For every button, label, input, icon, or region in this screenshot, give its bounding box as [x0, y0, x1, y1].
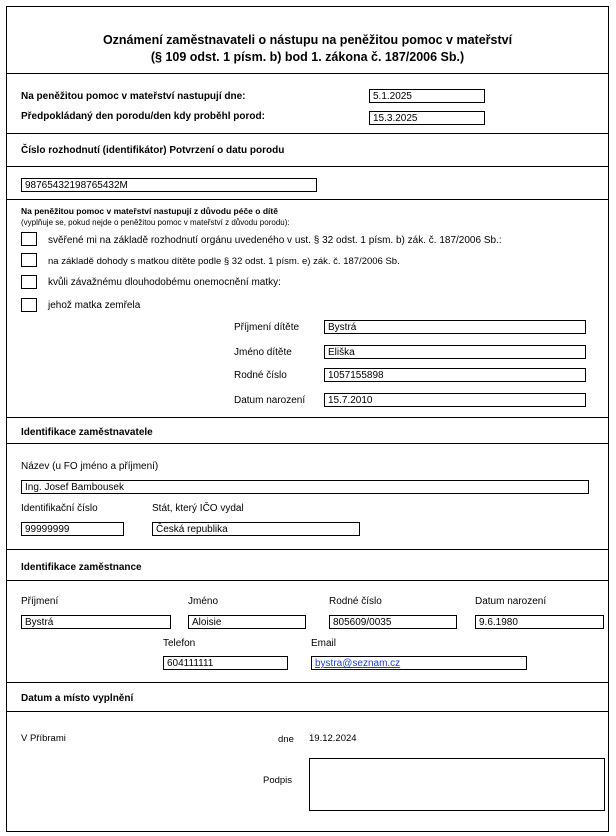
employee-birthno-label: Rodné číslo: [329, 596, 382, 607]
option-checkbox[interactable]: [21, 298, 37, 312]
place-text: V Příbrami: [21, 733, 66, 744]
employer-id-field[interactable]: 99999999: [21, 522, 124, 536]
option-label: jehož matka zemřela: [48, 300, 141, 311]
divider: [7, 580, 608, 581]
option-checkbox[interactable]: [21, 232, 37, 246]
employee-name-field[interactable]: Aloisie: [188, 615, 306, 629]
child-birthno-label: Rodné číslo: [234, 370, 287, 381]
child-surname-field[interactable]: Bystrá: [324, 320, 586, 334]
employer-name-field[interactable]: Ing. Josef Bambousek: [21, 480, 589, 494]
employee-email-field[interactable]: [311, 656, 527, 670]
divider: [7, 549, 608, 550]
divider: [7, 199, 608, 200]
option-label: kvůli závažnému dlouhodobému onemocnění matky:: [48, 277, 281, 288]
child-birthno-field[interactable]: 1057155898: [324, 368, 586, 382]
employee-phone-label: Telefon: [163, 638, 196, 649]
employee-surname-field[interactable]: Bystrá: [21, 615, 171, 629]
option-label: svěřené mi na základě rozhodnutí orgánu uvedeného v ust. § 32 odst. 1 písm. b) zák. č. 187/2006 Sb.:: [48, 235, 502, 246]
option-label: na základě dohody s matkou dítěte podle § 32 odst. 1 písm. e) zák. č. 187/2006 Sb.: [48, 256, 400, 267]
employer-state-label: Stát, který IČO vydal: [152, 503, 244, 514]
form-title-line1: Oznámení zaměstnavateli o nástupu na peněžitou pomoc v mateřství: [102, 33, 513, 47]
care-note: (vyplňuje se, pokud nejde o peněžitou pomoc v mateřství z důvodu porodu):: [21, 218, 290, 227]
divider: [7, 443, 608, 444]
start-date-field[interactable]: 5.1.2025: [369, 89, 485, 103]
divider: [7, 166, 608, 167]
confirmation-label: Číslo rozhodnutí (identifikátor) Potvrzení o datu porodu: [21, 145, 285, 156]
child-name-field[interactable]: Eliška: [324, 345, 586, 359]
date-label: dne: [278, 734, 294, 745]
divider: [7, 711, 608, 712]
footer-heading: Datum a místo vyplnění: [21, 693, 134, 704]
date-value: 19.12.2024: [309, 733, 357, 744]
employee-dob-field[interactable]: 9.6.1980: [475, 615, 604, 629]
employee-surname-label: Příjmení: [21, 596, 59, 607]
divider: [7, 73, 608, 74]
employee-dob-label: Datum narození: [475, 596, 547, 607]
option-checkbox[interactable]: [21, 275, 37, 289]
start-date-label: Na peněžitou pomoc v mateřství nastupují dne:: [21, 91, 246, 102]
employer-heading: Identifikace zaměstnavatele: [21, 427, 153, 438]
signature-box[interactable]: [309, 758, 605, 811]
employer-name-label: Název (u FO jméno a příjmení): [21, 461, 159, 472]
employee-phone-field[interactable]: 604111111: [163, 656, 288, 670]
form-title-line2: (§ 109 odst. 1 písm. b) bod 1. zákona č. 187/2006 Sb.): [150, 50, 465, 64]
employee-birthno-field[interactable]: 805609/0035: [329, 615, 457, 629]
employee-name-label: Jméno: [188, 596, 219, 607]
option-checkbox[interactable]: [21, 253, 37, 267]
employer-id-label: Identifikační číslo: [21, 503, 98, 514]
care-heading: Na peněžitou pomoc v mateřství nastupují z důvodu péče o dítě: [21, 206, 278, 216]
form-frame: [6, 6, 609, 832]
email-link[interactable]: bystra@seznam.cz: [315, 658, 401, 669]
divider: [7, 133, 608, 134]
birth-date-field[interactable]: 15.3.2025: [369, 111, 485, 125]
child-dob-field[interactable]: 15.7.2010: [324, 393, 586, 407]
birth-date-label: Předpokládaný den porodu/den kdy proběhl porod:: [21, 111, 265, 122]
employee-heading: Identifikace zaměstnance: [21, 562, 142, 573]
divider: [7, 682, 608, 683]
employer-state-field[interactable]: Česká republika: [152, 522, 360, 536]
employee-email-label: Email: [311, 638, 337, 649]
divider: [7, 417, 608, 418]
child-dob-label: Datum narození: [234, 395, 306, 406]
child-name-label: Jméno dítěte: [234, 347, 292, 358]
confirmation-field[interactable]: 98765432198765432M: [21, 178, 317, 192]
child-surname-label: Příjmení dítěte: [234, 322, 300, 333]
signature-label: Podpis: [263, 775, 293, 786]
